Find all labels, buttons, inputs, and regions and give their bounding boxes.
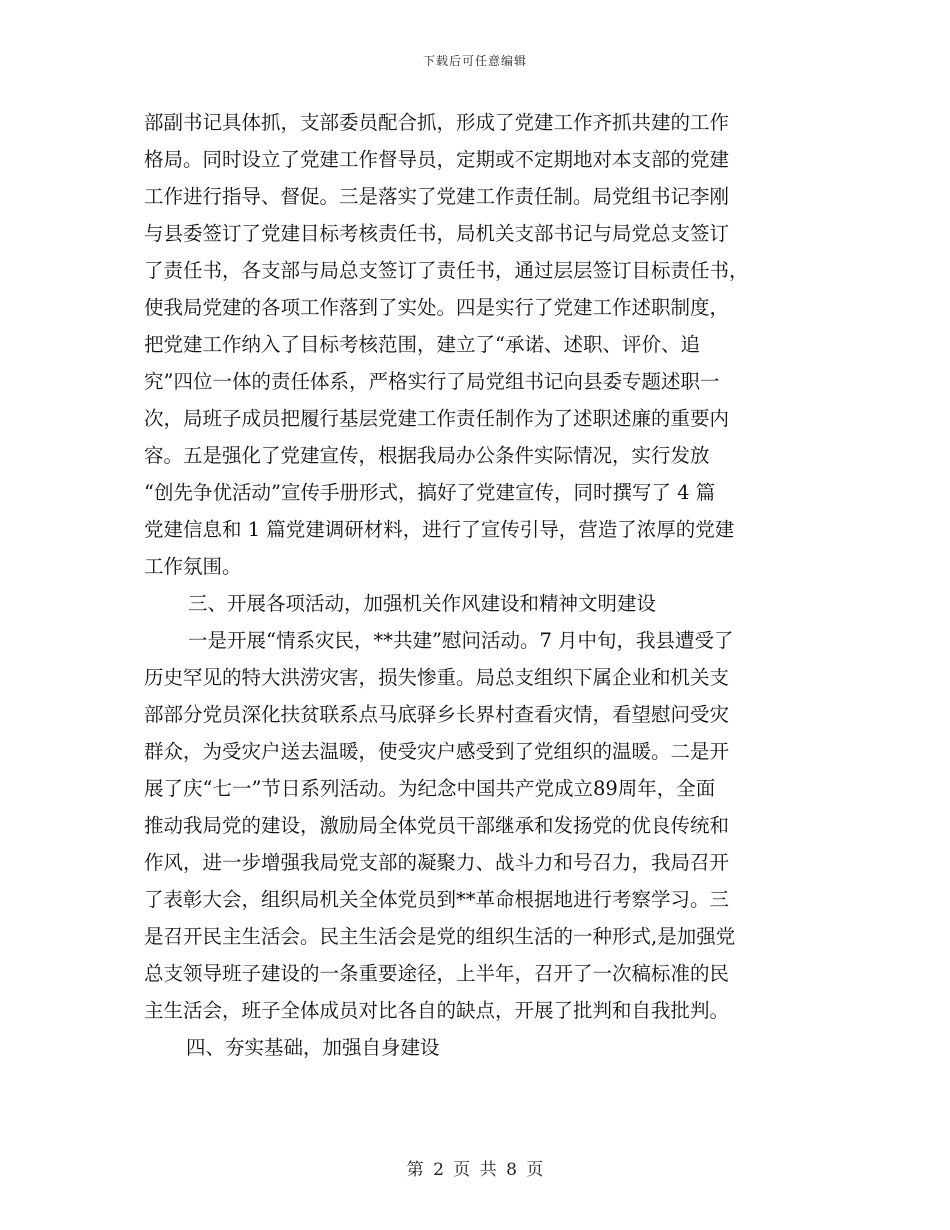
text-line: 部部分党员深化扶贫联系点马底驿乡长界村查看灾情，看望慰问受灾 — [144, 703, 730, 726]
text-line: 党建信息和 1 篇党建调研材料，进行了宣传引导，营造了浓厚的党建 — [144, 518, 735, 541]
text-line: 究”四位一体的责任体系，严格实行了局党组书记向县委专题述职一 — [144, 370, 720, 393]
text-line: 与县委签订了党建目标考核责任书，局机关支部书记与局党总支签订 — [144, 222, 730, 245]
text-line: 群众，为受灾户送去温暖，使受灾户感受到了党组织的温暖。二是开 — [144, 740, 730, 763]
text-line: 主生活会，班子全体成员对比各自的缺点，开展了批判和自我批判。 — [144, 999, 730, 1022]
page-header: 下载后可任意编辑 — [422, 54, 527, 68]
text-line: 是召开民主生活会。民主生活会是党的组织生活的一种形式,是加强党 — [144, 925, 736, 948]
section-heading: 四、夯实基础，加强自身建设 — [186, 1036, 440, 1059]
text-line: 作风，进一步增强我局党支部的凝聚力、战斗力和号召力，我局召开 — [144, 851, 730, 874]
text-line: 次，局班子成员把履行基层党建工作责任制作为了述职述廉的重要内 — [144, 407, 730, 430]
text-line: 工作进行指导、督促。三是落实了党建工作责任制。局党组书记李刚 — [144, 185, 730, 208]
text-line: 部副书记具体抓，支部委员配合抓，形成了党建工作齐抓共建的工作 — [144, 111, 730, 134]
text-line: 一是开展“情系灾民，**共建”慰问活动。7 月中旬，我县遭受了 — [188, 629, 734, 652]
page-number: 第 2 页 共 8 页 — [406, 1160, 544, 1180]
section-heading: 三、开展各项活动，加强机关作风建设和精神文明建设 — [188, 592, 657, 615]
text-line: 把党建工作纳入了目标考核范围，建立了“承诺、述职、评价、追 — [144, 333, 700, 356]
text-line: 展了庆“七一”节日系列活动。为纪念中国共产党成立89周年，全面 — [144, 777, 716, 800]
text-line: 格局。同时设立了党建工作督导员，定期或不定期地对本支部的党建 — [144, 148, 730, 171]
text-line: 推动我局党的建设，激励局全体党员干部继承和发扬党的优良传统和 — [144, 814, 730, 837]
text-line: 了表彰大会，组织局机关全体党员到**革命根据地进行考察学习。三 — [144, 888, 730, 911]
text-line: 容。五是强化了党建宣传，根据我局办公条件实际情况，实行发放 — [144, 444, 710, 467]
text-line: 使我局党建的各项工作落到了实处。四是实行了党建工作述职制度， — [144, 296, 730, 319]
text-line: 历史罕见的特大洪涝灾害，损失惨重。局总支组织下属企业和机关支 — [144, 666, 730, 689]
document-body — [144, 104, 806, 1066]
text-line: 了责任书，各支部与局总支签订了责任书，通过层层签订目标责任书， — [144, 259, 749, 282]
text-line: “创先争优活动”宣传手册形式，搞好了党建宣传，同时撰写了 4 篇 — [144, 481, 716, 504]
text-line: 总支领导班子建设的一条重要途径，上半年，召开了一次稿标准的民 — [144, 962, 730, 985]
text-line: 工作氛围。 — [144, 555, 242, 578]
